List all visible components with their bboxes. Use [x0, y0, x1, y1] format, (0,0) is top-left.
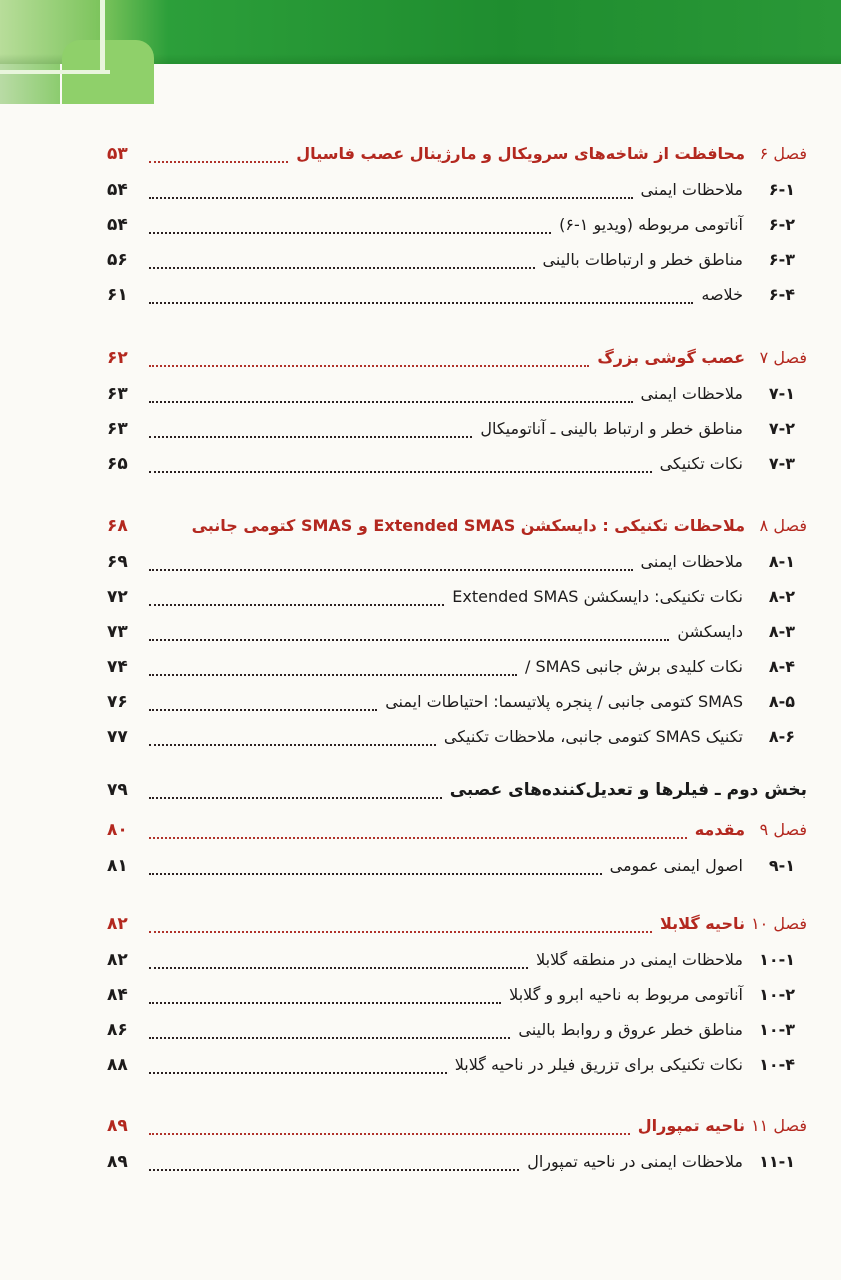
section-title: ملاحظات ایمنی — [640, 384, 743, 403]
chapter-title: مقدمه — [694, 820, 745, 839]
page-number: ۶۳ — [107, 419, 128, 439]
section-row[interactable] — [107, 614, 807, 649]
dot-leader — [149, 873, 602, 875]
dot-leader — [149, 931, 652, 933]
chapter-row[interactable] — [107, 508, 807, 544]
page-number: ۶۸ — [107, 516, 128, 536]
page-number: ۵۶ — [107, 250, 128, 270]
part-title: بخش دوم ـ فیلرها و تعدیل‌کننده‌های عصبی — [449, 780, 807, 800]
dot-leader — [149, 533, 184, 535]
section-code: ۸-۶ — [768, 727, 795, 746]
page-number: ۷۹ — [107, 780, 128, 800]
section-row[interactable] — [107, 1144, 807, 1179]
section-title: نکات تکنیکی: دایسکشن Extended SMAS — [452, 587, 743, 606]
chapter-label: فصل ۸ — [759, 516, 807, 535]
dot-leader — [149, 1072, 447, 1074]
dot-leader — [149, 1133, 630, 1135]
section-title: آناتومی مربوطه (ویدیو ۱-۶) — [559, 215, 743, 234]
chapter-8 — [107, 508, 807, 754]
part-2 — [107, 772, 807, 808]
section-title: مناطق خطر و ارتباط بالینی ـ آناتومیکال — [480, 419, 743, 438]
section-code: ۹-۱ — [768, 856, 795, 875]
section-code: ۱۰-۴ — [759, 1055, 795, 1074]
section-title: تکنیک SMAS کتومی جانبی، ملاحظات تکنیکی — [443, 727, 743, 746]
dot-leader — [149, 674, 517, 676]
dot-leader — [149, 709, 377, 711]
section-title: اصول ایمنی عمومی — [609, 856, 743, 875]
chapter-7 — [107, 340, 807, 481]
section-row[interactable] — [107, 977, 807, 1012]
chapter-label: فصل ۶ — [759, 144, 807, 163]
dot-leader — [149, 1037, 510, 1039]
chapter-label: فصل ۱۰ — [751, 914, 807, 933]
page-number: ۸۸ — [107, 1055, 128, 1075]
chapter-row[interactable] — [107, 136, 807, 172]
section-code: ۱۰-۱ — [759, 950, 795, 969]
section-code: ۷-۳ — [768, 454, 795, 473]
dot-leader — [149, 267, 535, 269]
section-title: نکات تکنیکی برای تزریق فیلر در ناحیه گلابلا — [454, 1055, 743, 1074]
page-number: ۵۴ — [107, 180, 128, 200]
dot-leader — [149, 232, 551, 234]
dot-leader — [149, 436, 472, 438]
section-row[interactable] — [107, 242, 807, 277]
dot-leader — [149, 471, 652, 473]
chapter-row[interactable] — [107, 1108, 807, 1144]
section-title: ملاحظات ایمنی — [640, 552, 743, 571]
section-row[interactable] — [107, 942, 807, 977]
section-title: مناطق خطر عروق و روابط بالینی — [518, 1020, 743, 1039]
dot-leader — [149, 365, 589, 367]
chapter-label: فصل ۱۱ — [751, 1116, 807, 1135]
section-title: SMAS کتومی جانبی / پنجره پلاتیسما: احتیاطات ایمنی — [385, 692, 743, 711]
part-row[interactable] — [107, 772, 807, 808]
dot-leader — [149, 161, 288, 163]
chapter-title: عصب گوشی بزرگ — [597, 348, 745, 367]
chapter-row[interactable] — [107, 812, 807, 848]
page-number: ۶۱ — [107, 285, 128, 305]
header-divider-line-horizontal — [0, 70, 110, 74]
header-divider-line — [100, 0, 105, 70]
section-title: نکات تکنیکی — [659, 454, 743, 473]
section-row[interactable] — [107, 1047, 807, 1082]
section-code: ۷-۲ — [768, 419, 795, 438]
page-number: ۸۴ — [107, 985, 128, 1005]
section-row[interactable] — [107, 649, 807, 684]
section-row[interactable] — [107, 172, 807, 207]
page-number: ۷۶ — [107, 692, 128, 712]
page-number: ۶۹ — [107, 552, 128, 572]
section-code: ۶-۱ — [768, 180, 795, 199]
section-title: ملاحظات ایمنی — [640, 180, 743, 199]
section-code: ۱۰-۳ — [759, 1020, 795, 1039]
section-code: ۶-۲ — [768, 215, 795, 234]
section-row[interactable] — [107, 411, 807, 446]
dot-leader — [149, 1169, 519, 1171]
dot-leader — [149, 569, 633, 571]
section-title: آناتومی مربوط به ناحیه ابرو و گلابلا — [509, 985, 743, 1004]
section-code: ۸-۳ — [768, 622, 795, 641]
page-number: ۵۳ — [107, 144, 128, 164]
chapter-title: محافظت از شاخه‌های سرویکال و مارژینال عصب فاسیال — [296, 144, 745, 163]
chapter-10 — [107, 906, 807, 1082]
section-row[interactable] — [107, 277, 807, 312]
dot-leader — [149, 639, 669, 641]
section-row[interactable] — [107, 579, 807, 614]
page-number: ۶۲ — [107, 348, 128, 368]
page-number: ۸۹ — [107, 1152, 128, 1172]
chapter-label: فصل ۹ — [759, 820, 807, 839]
section-code: ۶-۴ — [768, 285, 795, 304]
section-code: ۷-۱ — [768, 384, 795, 403]
dot-leader — [149, 797, 442, 799]
page-number: ۷۴ — [107, 657, 128, 677]
section-title: خلاصه — [701, 285, 743, 304]
page-number: ۸۰ — [107, 820, 128, 840]
dot-leader — [149, 1002, 501, 1004]
dot-leader — [149, 744, 436, 746]
section-row[interactable] — [107, 207, 807, 242]
page-number: ۷۲ — [107, 587, 128, 607]
section-row[interactable] — [107, 376, 807, 411]
section-code: ۱۰-۲ — [759, 985, 795, 1004]
section-code: ۸-۲ — [768, 587, 795, 606]
page-number: ۵۴ — [107, 215, 128, 235]
page-number: ۸۶ — [107, 1020, 128, 1040]
chapter-6 — [107, 136, 807, 312]
page-number: ۷۳ — [107, 622, 128, 642]
chapter-title: ملاحظات تکنیکی : دایسکشن Extended SMAS و SMAS کتومی جانبی — [191, 516, 745, 535]
section-code: ۶-۳ — [768, 250, 795, 269]
page-number: ۸۱ — [107, 856, 128, 876]
page-number: ۶۵ — [107, 454, 128, 474]
chapter-label: فصل ۷ — [759, 348, 807, 367]
chapter-title: ناحیه تمپورال — [637, 1116, 745, 1135]
page-number: ۸۹ — [107, 1116, 128, 1136]
chapter-title: ناحیه گلابلا — [660, 914, 745, 933]
section-code: ۸-۱ — [768, 552, 795, 571]
section-title: مناطق خطر و ارتباطات بالینی — [542, 250, 743, 269]
chapter-row[interactable] — [107, 340, 807, 376]
section-code: ۸-۴ — [768, 657, 795, 676]
dot-leader — [149, 197, 633, 199]
chapter-9 — [107, 812, 807, 883]
section-title: نکات کلیدی برش جانبی SMAS / — [525, 657, 743, 676]
section-row[interactable] — [107, 1012, 807, 1047]
section-row[interactable] — [107, 719, 807, 754]
section-title: ملاحظات ایمنی در منطقه گلابلا — [536, 950, 743, 969]
section-row[interactable] — [107, 544, 807, 579]
section-code: ۸-۵ — [768, 692, 795, 711]
section-title: ملاحظات ایمنی در ناحیه تمپورال — [527, 1152, 743, 1171]
page-number: ۶۳ — [107, 384, 128, 404]
section-code: ۱۱-۱ — [759, 1152, 795, 1171]
section-row[interactable] — [107, 848, 807, 883]
dot-leader — [149, 837, 687, 839]
dot-leader — [149, 401, 633, 403]
section-row[interactable] — [107, 684, 807, 719]
section-title: دایسکشن — [677, 622, 743, 641]
page-number: ۷۷ — [107, 727, 128, 747]
dot-leader — [149, 604, 444, 606]
chapter-11 — [107, 1108, 807, 1179]
section-row[interactable] — [107, 446, 807, 481]
dot-leader — [149, 302, 693, 304]
chapter-row[interactable] — [107, 906, 807, 942]
dot-leader — [149, 967, 528, 969]
page-number: ۸۲ — [107, 950, 128, 970]
page-number: ۸۲ — [107, 914, 128, 934]
